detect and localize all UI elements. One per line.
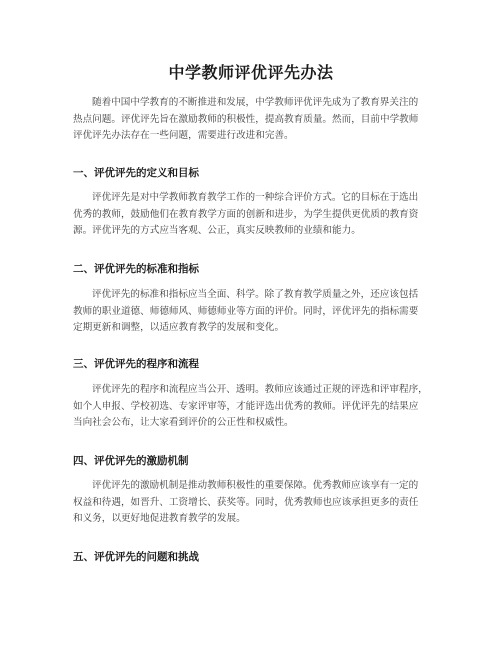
intro-paragraph	[73, 95, 439, 145]
paragraph-line: 评优评先的激励机制是推动教师积极性的重要保障。优秀教师应该享有一定的	[92, 480, 419, 491]
section-paragraph	[73, 287, 439, 337]
paragraph-line: 权益和待遇，如晋升、工资增长、获奖等。同时，优秀教师也应该承担更多的责任	[73, 496, 419, 508]
section-paragraph	[73, 382, 439, 432]
section-heading: 五、评优评先的问题和挑战	[73, 551, 199, 563]
paragraph-line: 热点问题。评优评先旨在激励教师的积极性，提高教育质量。然而，目前中学教师	[73, 113, 419, 125]
section-heading: 二、评优评先的标准和指标	[73, 263, 199, 275]
paragraph-line: 和义务，以更好地促进教育教学的发展。	[73, 513, 246, 524]
paragraph-line: 定期更新和调整，以适应教育教学的发展和变化。	[73, 322, 285, 333]
paragraph-line: 评优评先是对中学教师教育教学工作的一种综合评价方式。它的目标在于选出	[92, 192, 419, 203]
section-heading: 一、评优评先的定义和目标	[73, 167, 199, 179]
section-paragraph	[73, 478, 439, 528]
paragraph-line: 随着中国中学教育的不断推进和发展，中学教师评优评先成为了教育界关注的	[92, 97, 419, 108]
paragraph-line: 评优评先的程序和流程应当公开、透明。教师应该通过正规的评选和评审程序，	[92, 384, 428, 395]
section-heading: 三、评优评先的程序和流程	[73, 358, 199, 370]
paragraph-line: 源。评优评先的方式应当客观、公正，真实反映教师的业绩和能力。	[73, 225, 361, 236]
paragraph-line: 优秀的教师，鼓励他们在教育教学方面的创新和进步，为学生提供更优质的教育资	[73, 208, 419, 220]
paragraph-line: 如个人申报、学校初选、专家评审等，才能评选出优秀的教师。评优评先的结果应	[73, 400, 419, 412]
paragraph-line: 当向社会公布，让大家看到评价的公正性和权威性。	[73, 417, 294, 428]
paragraph-line: 教师的职业道德、师德师风、师德师业等方面的评价。同时，评优评先的指标需要	[73, 305, 419, 317]
document-title: 中学教师评优评先办法	[168, 63, 334, 82]
paragraph-line: 评优评先办法存在一些问题，需要进行改进和完善。	[73, 130, 294, 141]
paragraph-line: 评优评先的标准和指标应当全面、科学。除了教育教学质量之外，还应该包括	[92, 289, 419, 300]
section-heading: 四、评优评先的激励机制	[73, 455, 189, 467]
section-paragraph	[73, 190, 439, 240]
